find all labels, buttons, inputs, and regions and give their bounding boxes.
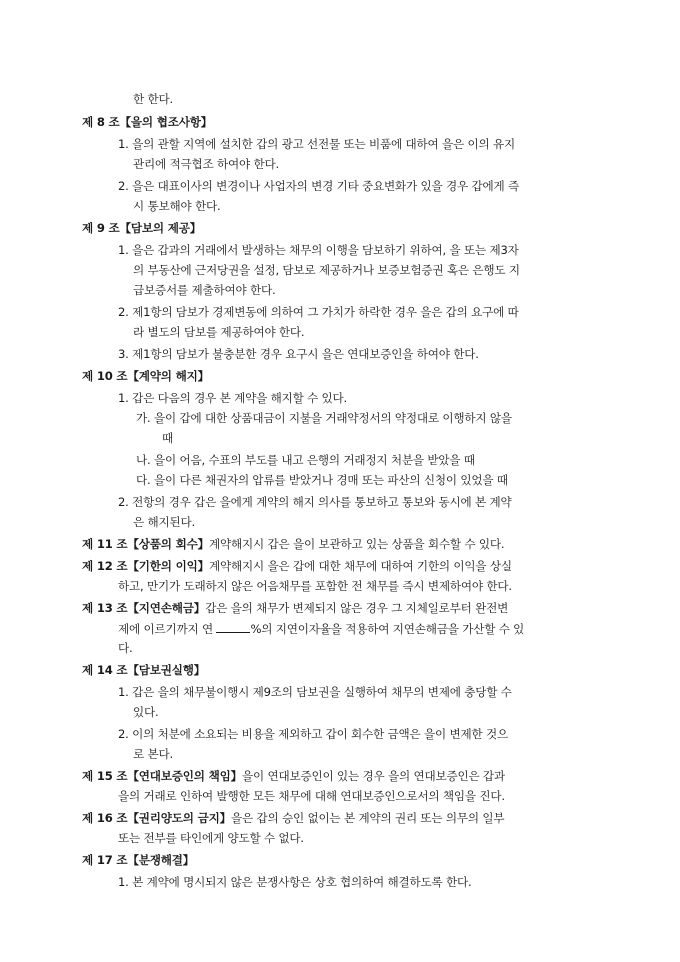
article-text: 계약해지시 갑은 을이 보관하고 있는 상품을 회수할 수 있다.: [209, 537, 505, 551]
article-heading: [82, 537, 504, 551]
clause-line: 시 통보해야 한다.: [133, 199, 221, 213]
article-heading: [82, 559, 512, 573]
clause-line: 의 부동산에 근저당권을 설정, 담보로 제공하거나 보증보험증권 혹은 은행도 지: [133, 263, 520, 277]
article-heading: [82, 221, 201, 235]
clause-text: 제에 이르기까지 연: [118, 622, 217, 636]
clause-line: 관리에 적극협조 하여야 한다.: [133, 157, 279, 171]
clause-line: 은 해지된다.: [133, 515, 195, 529]
clause-line-with-blank: [118, 621, 524, 636]
clause-line: 하고, 만기가 도래하지 않은 어음채무를 포함한 전 채무를 즉시 변제하여야 한다.: [118, 579, 512, 593]
clause-line: 1. 갑은 을의 채무불이행시 제9조의 담보권을 실행하여 채무의 변제에 충당할 수: [118, 685, 512, 699]
rate-blank-field[interactable]: [216, 621, 250, 633]
clause-line: 다.: [118, 641, 133, 655]
article-title: 제 17 조【분쟁해결】: [82, 853, 195, 867]
article-heading: [82, 601, 508, 615]
article-title: 제 16 조【권리양도의 금지】: [82, 811, 232, 825]
article-title: 제 15 조【연대보증인의 책임】: [82, 769, 243, 783]
article-title: 제 13 조【지연손해금】: [82, 601, 206, 615]
article-title: 제 9 조【담보의 제공】: [82, 221, 202, 235]
clause-line: 2. 을은 대표이사의 변경이나 사업자의 변경 기타 중요변화가 있을 경우 갑에게 즉: [118, 179, 519, 193]
clause-line: 한 한다.: [133, 92, 173, 106]
clause-line: 1. 을은 갑과의 거래에서 발생하는 채무의 이행을 담보하기 위하여, 을 또는 제3자: [118, 243, 519, 257]
clause-line: 3. 제1항의 담보가 불충분한 경우 요구시 을은 연대보증인을 하여야 한다.: [118, 347, 479, 361]
article-title: 제 8 조【을의 협조사항】: [82, 115, 213, 129]
article-title: 제 14 조【담보권실행】: [82, 663, 206, 677]
article-heading: [82, 853, 194, 867]
clause-line: 1. 갑은 다음의 경우 본 계약을 해지할 수 있다.: [118, 391, 348, 405]
article-title: 제 10 조【계약의 해지】: [82, 369, 210, 383]
clause-line: 급보증서를 제출하여야 한다.: [133, 283, 276, 297]
clause-line: 가. 을이 갑에 대한 상품대금이 지불을 거래약정서의 약정대로 이행하지 않을: [136, 411, 512, 425]
clause-text: %의 지연이자율을 적용하여 지연손해금을 가산할 수 있: [250, 622, 525, 636]
article-heading: [82, 769, 505, 783]
clause-line: 2. 제1항의 담보가 경제변동에 의하여 그 가치가 하락한 경우 을은 갑의 요구에 따: [118, 305, 519, 319]
clause-line: 나. 을이 어음, 수표의 부도를 내고 은행의 거래정지 처분을 받았을 때: [136, 453, 475, 467]
article-text: 을은 갑의 승인 없이는 본 계약의 권리 또는 의무의 일부: [231, 811, 505, 825]
clause-line: 2. 전항의 경우 갑은 을에게 계약의 해지 의사를 통보하고 통보와 동시에 본 계약: [118, 495, 512, 509]
clause-line: 때: [162, 431, 173, 445]
article-heading: [82, 811, 504, 825]
clause-line: 1. 을의 관할 지역에 설치한 갑의 광고 선전물 또는 비품에 대하여 을은 이의 유지: [118, 137, 515, 151]
article-heading: [82, 663, 205, 677]
article-heading: [82, 369, 209, 383]
article-title: 제 12 조【기한의 이익】: [82, 559, 210, 573]
clause-line: 로 본다.: [133, 747, 173, 761]
clause-line: 을의 거래로 인하여 발행한 모든 채무에 대해 연대보증인으로서의 책임을 진다.: [118, 789, 505, 803]
clause-line: 2. 이의 처분에 소요되는 비용을 제외하고 갑이 회수한 금액은 을이 변제한 것으: [118, 727, 508, 741]
article-text: 을이 연대보증인이 있는 경우 을의 연대보증인은 갑과: [242, 769, 505, 783]
clause-line: 라 별도의 담보를 제공하여야 한다.: [133, 325, 305, 339]
clause-line: 다. 을이 다른 채권자의 압류를 받았거나 경매 또는 파산의 신청이 있었을 때: [136, 473, 508, 487]
article-heading: [82, 115, 212, 129]
clause-line: 있다.: [133, 705, 159, 719]
clause-line: 1. 본 계약에 명시되지 않은 분쟁사항은 상호 협의하여 해결하도록 한다.: [118, 875, 472, 889]
article-text: 갑은 을의 채무가 변제되지 않은 경우 그 지체일로부터 완전변: [205, 601, 509, 615]
clause-line: 또는 전부를 타인에게 양도할 수 없다.: [118, 831, 304, 845]
article-text: 계약해지시 을은 갑에 대한 채무에 대하여 기한의 이익을 상실: [209, 559, 512, 573]
article-title: 제 11 조【상품의 회수】: [82, 537, 210, 551]
